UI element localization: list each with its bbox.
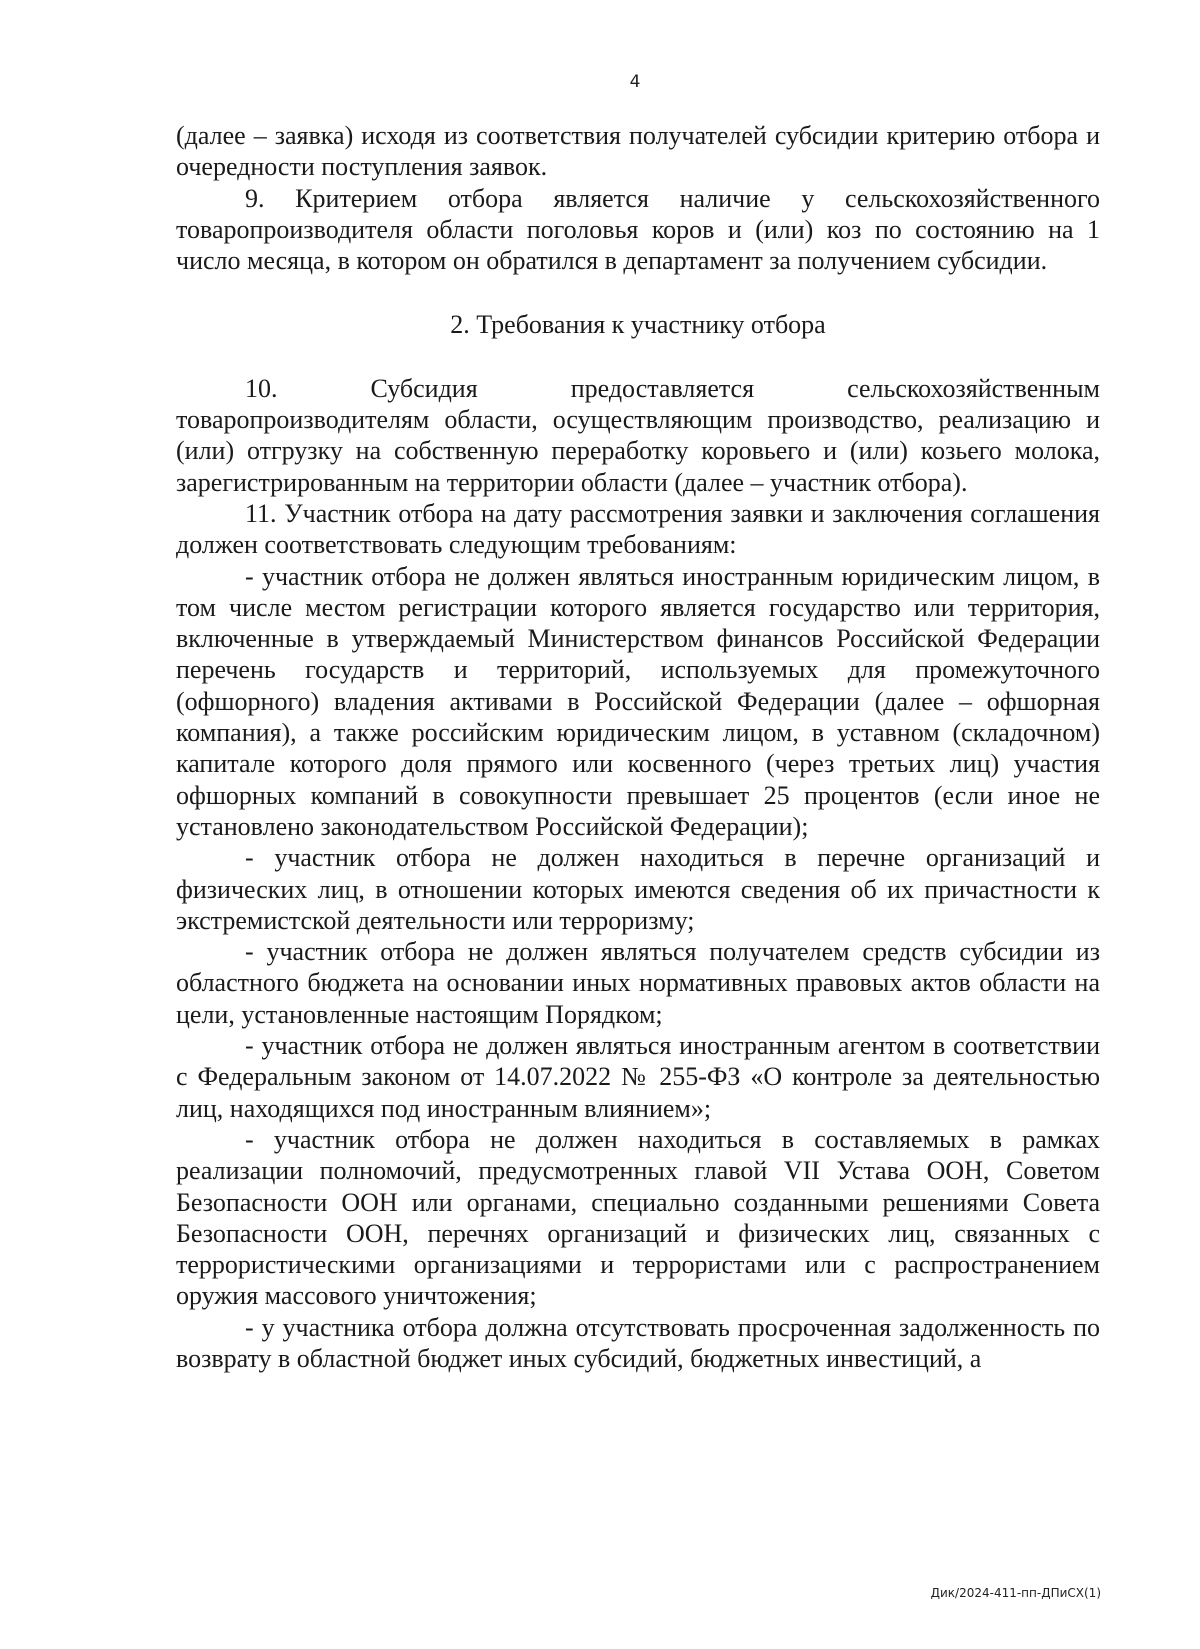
paragraph-9: 9. Критерием отбора является наличие у сельскохозяйственного товаропроизводителя области поголовья коров и (или) коз по состоянию на 1 число месяца, в котором он обратился в департамент за получением субсидии. xyxy=(176,183,1100,276)
requirement-item: - участник отбора не должен являться получателем средств субсидии из областного бюджета на основании иных нормативных правовых актов области на цели, установленные настоящим Порядком; xyxy=(176,937,1100,1029)
paragraph-10: 10. Субсидия предоставляется сельскохозяйственным товаропроизводителям области, осуществляющим производство, реализацию и (или) отгрузку на собственную переработку коровьего и (или) козьего молока, зарегистрированным на территории области (далее – участник отбора). xyxy=(176,373,1100,497)
paragraph: (далее – заявка) исходя из соответствия получателей субсидии критерию отбора и очередности поступления заявок. xyxy=(176,121,1100,182)
requirement-item: - участник отбора не должен являться иностранным агентом в соответствии с Федеральным законом от 14.07.2022 № 255-ФЗ «О контроле за деятельностью лиц, находящихся под иностранным влиянием»; xyxy=(176,1031,1100,1123)
requirement-item: - участник отбора не должен находиться в перечне организаций и физических лиц, в отношении которых имеются сведения об их причастности к экстремистской деятельности или терроризму; xyxy=(176,843,1100,935)
requirement-item: - участник отбора не должен являться иностранным юридическим лицом, в том числе местом регистрации которого является государство или территория, включенные в утверждаемый Министерством финансов Российской Федерации перечень государств и территорий, используемых для промежуточного (офшорного) владения активами в Российской Федерации (далее – офшорная компания), а также российским юридическим лицом, в уставном (складочном) капитале которого доля прямого или косвенного (через третьих лиц) участия офшорных компаний в совокупности превышает 25 процентов (если иное не установлено законодательством Российской Федерации); xyxy=(176,561,1100,841)
document-code-footer: Дик/2024-411-пп-ДПиСХ(1) xyxy=(930,1586,1101,1600)
paragraph-11: 11. Участник отбора на дату рассмотрения заявки и заключения соглашения должен соответствовать следующим требованиям: xyxy=(176,498,1100,560)
section-heading: 2. Требования к участнику отбора xyxy=(450,310,826,340)
page-number: 4 xyxy=(629,72,641,92)
requirement-item: - у участника отбора должна отсутствовать просроченная задолженность по возврату в областной бюджет иных субсидий, бюджетных инвестиций, а xyxy=(176,1312,1100,1373)
document-body xyxy=(176,120,1100,1374)
requirement-item: - участник отбора не должен находиться в составляемых в рамках реализации полномочий, предусмотренных главой VII Устава ООН, Советом Безопасности ООН или органами, специально созданными решениями Совета Безопасности ООН, перечнях организаций и физических лиц, связанных с террористическими организациями и террористами или с распространением оружия массового уничтожения; xyxy=(176,1124,1100,1311)
